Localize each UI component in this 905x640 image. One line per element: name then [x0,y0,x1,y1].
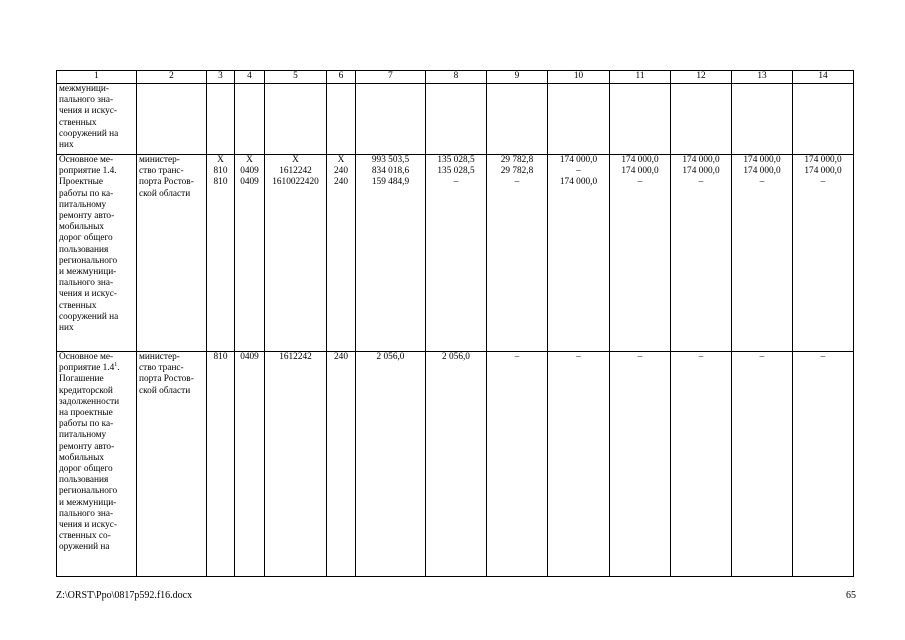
activity-name-text: ремонту авто- [59,211,115,222]
value-cell [671,84,732,155]
column-header: 4 [235,71,265,84]
activity-name-text: кредиторской [59,385,113,396]
column-header: 7 [356,71,426,84]
executor-line: ской области [139,188,191,199]
activity-name-line [59,129,134,140]
activity-name-line [59,301,134,312]
value-cell [610,84,671,155]
value-cell [548,155,610,352]
value-cell [426,84,487,155]
value-line: – [698,352,704,362]
budget-table [56,70,854,577]
activity-name-text: питальному [59,199,107,210]
activity-name-text: роприятие 1.4. [59,166,117,177]
value-cell [426,352,487,577]
executor-cell [137,84,207,155]
value-line: 993 503,5 [371,155,410,165]
value-line: 29 782,8 [500,166,534,177]
value-cell [265,84,327,155]
executor-line: министер- [139,155,180,165]
activity-name-text: пользования [59,244,109,255]
value-line: 0409 [240,177,259,188]
activity-name-line [59,363,134,374]
value-line: 174 000,0 [743,166,781,177]
activity-name-line [59,222,134,233]
table-row [57,155,854,352]
column-header: 6 [327,71,356,84]
value-line: – [637,177,643,188]
value-cell [235,352,265,577]
value-cell [356,84,426,155]
activity-name-text: ственных [59,117,97,128]
activity-name-text: ремонту авто- [59,441,115,452]
executor-cell [137,352,207,577]
value-line: 29 782,8 [500,155,534,165]
value-cell [548,352,610,577]
column-header: 8 [426,71,487,84]
value-cell [235,155,265,352]
value-line: – [820,177,826,188]
activity-name-text: пального зна- [59,278,114,289]
activity-name-line [59,155,134,166]
value-line: 174 000,0 [559,155,598,165]
value-cell [487,155,548,352]
value-cell [235,84,265,155]
value-cell [487,84,548,155]
value-line: 135 028,5 [437,166,475,177]
footer-page-number: 65 [846,590,856,601]
value-line: 240 [334,177,348,188]
activity-name-line [59,256,134,267]
executor-line: ство транс- [139,363,184,374]
value-cell [548,84,610,155]
activity-name-line [59,486,134,497]
value-line: 174 000,0 [621,155,659,165]
activity-name-text: сооружений на [59,311,119,322]
value-line: – [576,352,581,362]
value-line: X [246,155,253,165]
column-header: 5 [265,71,327,84]
activity-name-text: межмуници- [59,84,109,94]
activity-name-line [59,542,134,553]
value-line: – [514,177,520,188]
activity-name-text: питальному [59,430,107,441]
activity-name-line [59,289,134,300]
executor-line: порта Ростов- [139,374,194,385]
executor-line: порта Ростов- [139,177,194,188]
activity-name-line [59,464,134,475]
activity-name-line [59,453,134,464]
executor-line: министер- [139,352,180,362]
activity-name-text: них [59,323,74,334]
activity-name-line [59,312,134,323]
column-header: 12 [671,71,732,84]
activity-name-text: и межмуници- [59,497,117,508]
activity-name-text: регионального [59,255,118,266]
footer-file-path: Z:\ORST\Ppo\0817p592.f16.docx [56,590,193,601]
value-cell [793,84,854,155]
activity-name-line [59,166,134,177]
activity-name-text: пального зна- [59,508,114,519]
activity-name-line [59,211,134,222]
activity-name-line [59,430,134,441]
column-header: 3 [207,71,235,84]
activity-name-text: ственных со- [59,531,111,542]
value-cell [327,155,356,352]
value-line: 1612242 [279,352,312,362]
activity-name-text: чения и искус- [59,289,118,300]
table-row [57,84,854,155]
value-cell [671,155,732,352]
value-cell [207,352,235,577]
value-line: 174 000,0 [743,155,781,165]
value-line: 174 000,0 [621,166,659,177]
value-line: 174 000,0 [682,166,720,177]
value-line: 810 [213,177,228,188]
value-cell [610,352,671,577]
activity-name-line [59,118,134,129]
activity-name-text: чения и искус- [59,106,118,117]
value-cell [265,155,327,352]
value-cell [356,155,426,352]
activity-name-line [59,267,134,278]
activity-name-line [59,386,134,397]
value-line: – [698,177,704,188]
value-line: 810 [213,352,228,362]
value-line: 810 [213,166,228,177]
activity-name-line [59,352,134,363]
activity-name-line [59,475,134,486]
value-line: – [576,166,581,177]
value-cell [732,155,793,352]
value-cell [327,84,356,155]
value-line: 0409 [240,352,259,362]
activity-name-line [59,509,134,520]
activity-name-line [59,397,134,408]
activity-name-text: оружений на [59,542,110,553]
value-line: – [759,177,765,188]
activity-name-text: мобильных [59,222,104,233]
value-cell [356,352,426,577]
table-body [57,84,854,577]
activity-name-text: чения и искус- [59,520,118,531]
table-row [57,352,854,577]
column-header: 11 [610,71,671,84]
punctuation: . [117,363,120,374]
activity-name-text: работы по ка- [59,188,114,199]
activity-name-text: Погашение [59,374,104,385]
activity-name-line [59,95,134,106]
activity-name-text: них [59,140,74,151]
value-line: 0409 [240,166,259,177]
activity-name-line [59,323,134,334]
executor-cell [137,155,207,352]
activity-name-text: дорог общего [59,464,113,475]
activity-name-line [59,233,134,244]
value-line: X [337,155,345,165]
activity-name-text: регионального [59,486,118,497]
column-header: 13 [732,71,793,84]
activity-name-cell [57,352,137,577]
value-line: 834 018,6 [371,166,410,177]
activity-name-text: дорог общего [59,233,113,244]
activity-name-line [59,200,134,211]
activity-name-cell [57,155,137,352]
value-cell [487,352,548,577]
value-cell [793,155,854,352]
value-line: 1610022420 [272,177,319,188]
value-cell [207,155,235,352]
activity-name-line [59,442,134,453]
value-line: – [820,352,826,362]
value-line: – [759,352,765,362]
value-cell [732,84,793,155]
activity-name-line [59,84,134,95]
activity-name-line [59,177,134,188]
column-header: 9 [487,71,548,84]
value-line: 240 [334,352,348,362]
activity-name-text: Проектные [59,177,104,188]
activity-name-line [59,106,134,117]
activity-name-line [59,520,134,531]
activity-name-line [59,189,134,200]
executor-line: ской области [139,385,191,396]
value-line: – [514,352,520,362]
value-cell [671,352,732,577]
activity-name-line [59,245,134,256]
value-line: 240 [334,166,348,177]
activity-name-text: роприятие 1.4 [59,363,115,374]
value-cell [327,352,356,577]
activity-name-text: на проектные [59,408,113,419]
activity-name-text: работы по ка- [59,419,114,430]
activity-name-text: задолженности [59,396,120,407]
activity-name-line [59,374,134,385]
activity-name-text: пользования [59,475,109,486]
activity-name-cell [57,84,137,155]
column-header: 2 [137,71,207,84]
value-line: 174 000,0 [804,166,842,177]
value-line: 174 000,0 [682,155,720,165]
value-cell [793,352,854,577]
value-cell [426,155,487,352]
activity-name-text: Основное ме- [59,352,114,362]
column-header: 14 [793,71,854,84]
value-cell [610,155,671,352]
value-line: X [217,155,224,165]
value-cell [265,352,327,577]
activity-name-line [59,419,134,430]
activity-name-text: ственных [59,300,97,311]
activity-name-text: сооружений на [59,128,119,139]
activity-name-text: пального зна- [59,95,114,106]
footnote-marker: 1 [114,362,118,369]
value-cell [732,352,793,577]
activity-name-line [59,278,134,289]
value-line: 174 000,0 [804,155,842,165]
value-line: – [637,352,643,362]
value-line: 2 056,0 [442,352,470,362]
value-line: 159 484,9 [371,177,410,188]
value-line: 1612242 [279,166,312,177]
activity-name-line [59,408,134,419]
activity-name-text: Основное ме- [59,155,114,165]
value-line: 135 028,5 [437,155,475,165]
header-row [57,71,854,84]
value-cell [207,84,235,155]
activity-name-text: мобильных [59,452,104,463]
column-header: 1 [57,71,137,84]
activity-name-text: и межмуници- [59,267,117,278]
value-line: 2 056,0 [376,352,405,362]
executor-line: ство транс- [139,166,184,177]
activity-name-line [59,498,134,509]
activity-name-line [59,140,134,151]
value-line: X [292,155,299,165]
activity-name-line [59,531,134,542]
value-line: 174 000,0 [559,177,598,188]
value-line: – [453,177,459,188]
column-header: 10 [548,71,610,84]
